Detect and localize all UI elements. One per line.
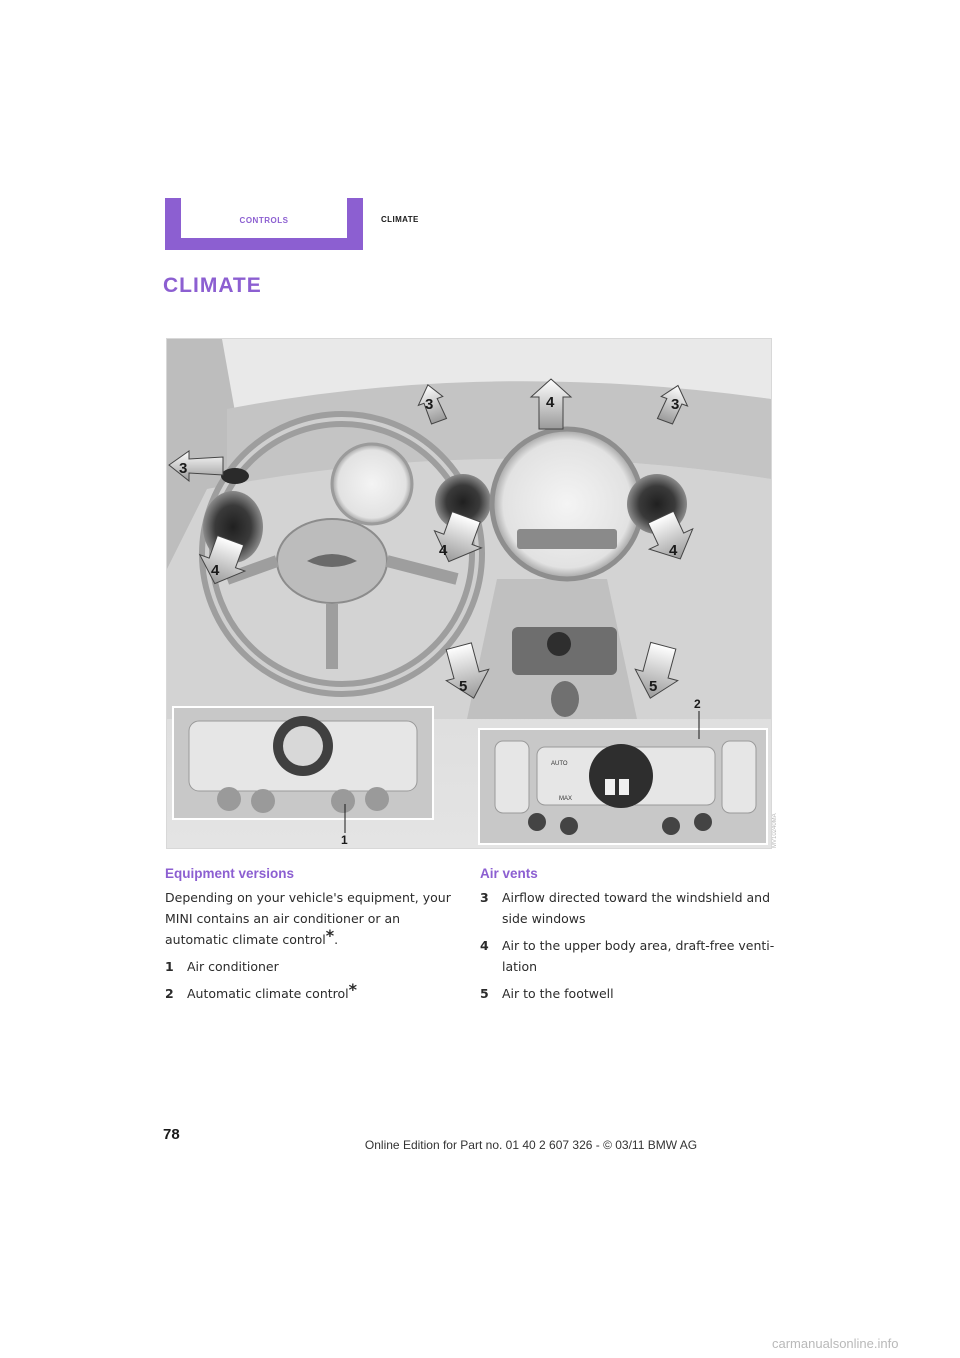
svg-text:4: 4 [546, 394, 555, 411]
inset-2-bar-b [619, 779, 629, 795]
equipment-item-label: Automatic climate control [187, 986, 349, 1001]
optional-star: * [325, 926, 335, 945]
air-vent-item [480, 887, 780, 929]
equipment-item-number: 2 [165, 986, 174, 1001]
air-vent-text: Air to the footwell [502, 986, 614, 1001]
inset-2-left-buttons [495, 741, 529, 813]
equipment-item-text [187, 980, 465, 1004]
air-vent-text: Airflow directed toward the windshield and side windows [502, 890, 771, 926]
speedometer-display [517, 529, 617, 549]
air-vent-text: Air to the upper body area, draft-free venti-lation [502, 938, 775, 974]
equipment-item-label: Air conditioner [187, 959, 279, 974]
air-vent-number: 4 [480, 938, 489, 953]
equipment-intro [165, 887, 465, 950]
callout-2: 2 [694, 697, 701, 711]
inset-2-knob-b [560, 817, 578, 835]
dashboard-illustration [167, 339, 771, 848]
page-title: climate [163, 266, 262, 299]
console-knob [547, 632, 571, 656]
watermark: carmanualsonline.info [772, 1336, 899, 1351]
equipment-intro-text: Depending on your vehicle's equipment, your MINI contains an air conditioner or an automatic climate control [165, 890, 451, 947]
equipment-intro-end: . [334, 932, 339, 947]
inset-1-knob-d [365, 787, 389, 811]
air-vent-item [480, 983, 780, 1004]
vent-side-window [221, 468, 249, 484]
optional-star: * [348, 980, 358, 999]
svg-text:4: 4 [439, 542, 448, 559]
header-chapter: climate [381, 213, 419, 225]
dashboard-figure [166, 338, 772, 849]
air-vents-section [480, 866, 780, 1010]
speedometer [492, 429, 642, 579]
gear-lever [551, 681, 579, 717]
page-number: 78 [163, 1126, 180, 1143]
equipment-versions-heading: Equipment versions [165, 866, 295, 881]
svg-text:5: 5 [649, 678, 658, 695]
svg-text:4: 4 [211, 562, 220, 579]
svg-text:3: 3 [671, 396, 680, 413]
inset-2-bar-a [605, 779, 615, 795]
header-section: controls [239, 212, 289, 226]
equipment-versions-section [165, 866, 465, 1010]
inset-1-knob-b [251, 789, 275, 813]
equipment-item [165, 956, 465, 977]
inset-1-knob-c [331, 789, 355, 813]
svg-text:3: 3 [425, 396, 434, 413]
svg-text:3: 3 [179, 460, 188, 477]
equipment-item-number: 1 [165, 959, 174, 974]
svg-text:4: 4 [669, 542, 678, 559]
inset-2-right-buttons [722, 741, 756, 813]
inset-2-knob-c [662, 817, 680, 835]
panel-label-auto: AUTO [551, 761, 568, 767]
inset-2-display [589, 744, 653, 808]
footer-edition: Online Edition for Part no. 01 40 2 607 326 - © 03/11 BMW AG [364, 1138, 698, 1152]
inset-2-knob-d [694, 813, 712, 831]
panel-label-max: MAX [559, 796, 573, 802]
inset-1-dial-face [283, 726, 323, 766]
figure-code: MV10240MA [772, 813, 778, 848]
air-vent-number: 5 [480, 986, 489, 1001]
tachometer [332, 444, 412, 524]
equipment-item [165, 980, 465, 1004]
air-vent-number: 3 [480, 890, 489, 905]
callout-1: 1 [341, 833, 348, 847]
svg-text:5: 5 [459, 678, 468, 695]
inset-2-knob-a [528, 813, 546, 831]
equipment-item-text [187, 956, 465, 977]
air-vents-heading: Air vents [480, 866, 538, 881]
inset-1-knob-a [217, 787, 241, 811]
air-vent-item [480, 935, 780, 977]
